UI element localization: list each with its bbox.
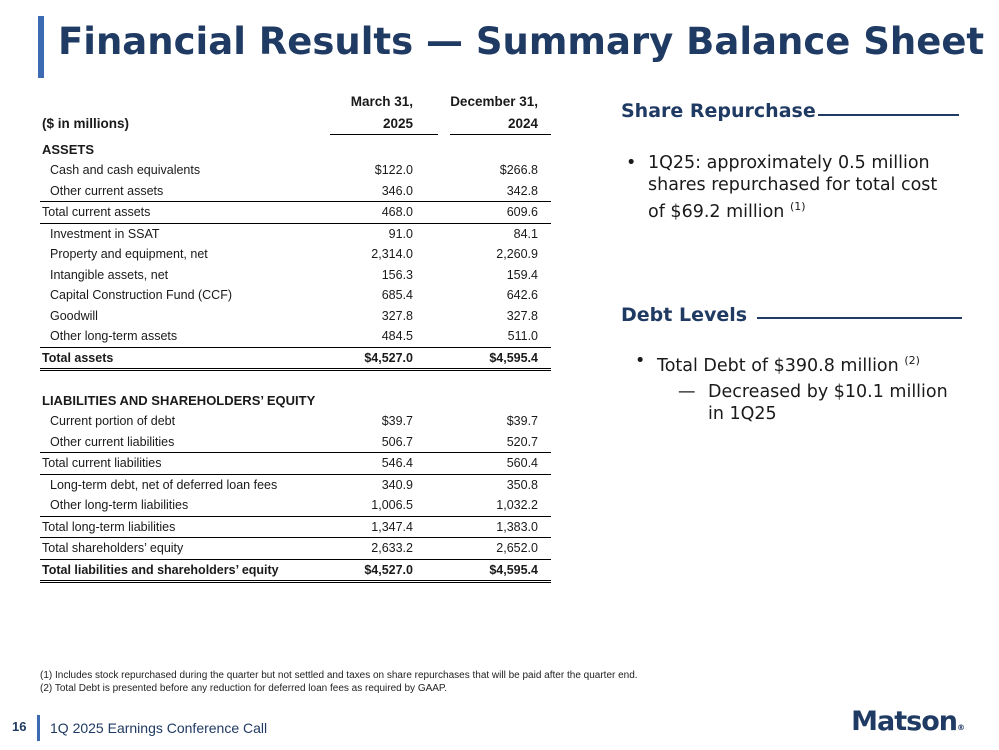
share-repurchase-rule <box>818 114 959 116</box>
page-title: Financial Results — Summary Balance Sheet <box>58 20 985 63</box>
row-label: Other current liabilities <box>50 434 175 449</box>
table-row-total <box>40 348 551 372</box>
section-spacer <box>40 371 551 389</box>
table-row <box>40 285 551 306</box>
table-row <box>40 432 551 454</box>
row-value-2025: 506.7 <box>381 434 413 449</box>
row-label: Total current assets <box>42 205 151 219</box>
row-value-2025: 2,633.2 <box>371 541 413 555</box>
footnotes <box>40 669 638 695</box>
table-row <box>40 326 551 348</box>
row-label: Other long-term assets <box>50 329 178 343</box>
row-value-2024: $39.7 <box>506 414 538 428</box>
row-value-2024: 84.1 <box>513 226 538 241</box>
row-value-2025: 546.4 <box>381 456 413 470</box>
row-value-2024: 609.6 <box>506 205 538 219</box>
table-row <box>40 475 551 496</box>
row-value-2024: 1,383.0 <box>496 519 538 534</box>
col1-header-line2: 2025 <box>382 116 413 131</box>
row-label: Total assets <box>42 350 114 365</box>
footnote-ref-2: (2) <box>904 354 920 367</box>
table-row <box>40 224 551 245</box>
row-value-2025: 1,006.5 <box>371 498 413 512</box>
bullet-dot-icon: • <box>635 351 646 371</box>
row-value-2024: $4,595.4 <box>489 350 538 365</box>
row-label: Total shareholders’ equity <box>42 541 184 555</box>
footnote-1: (1) Includes stock repurchased during the quarter but not settled and taxes on share repurchases that will be paid after the quarter end. <box>40 670 638 681</box>
col2-header-line2: 2024 <box>507 116 538 131</box>
row-value-2025: 468.0 <box>381 205 413 219</box>
table-row <box>40 244 551 265</box>
row-value-2024: 342.8 <box>506 183 538 198</box>
row-label: Investment in SSAT <box>50 226 160 241</box>
footnote-ref-1: (1) <box>789 200 806 213</box>
bullet-dot-icon: • <box>626 153 637 173</box>
table-row <box>40 453 551 475</box>
row-value-2025: $4,527.0 <box>364 350 413 365</box>
row-value-2024: 2,652.0 <box>496 541 538 555</box>
table-row-total <box>40 560 551 584</box>
balance-sheet-table <box>40 94 551 583</box>
row-label: Total current liabilities <box>42 456 162 470</box>
row-label: Property and equipment, net <box>50 247 208 261</box>
page-number: 16 <box>12 719 27 734</box>
row-value-2024: $4,595.4 <box>489 562 538 577</box>
footer-divider <box>37 715 40 741</box>
row-value-2025: $4,527.0 <box>364 562 413 577</box>
row-label: Total liabilities and shareholders’ equity <box>42 562 279 577</box>
debt-levels-sub-text: Decreased by $10.1 million in 1Q25 <box>708 382 948 424</box>
debt-levels-sub-bullet <box>678 381 958 425</box>
row-value-2025: 685.4 <box>381 288 413 302</box>
share-repurchase-text: 1Q25: approximately 0.5 million shares repurchased for total cost of $69.2 million <box>648 153 938 222</box>
footnote-2: (2) Total Debt is presented before any reduction for deferred loan fees as required by GAAP. <box>40 683 448 694</box>
row-value-2024: 511.0 <box>507 329 538 343</box>
debt-levels-rule <box>757 317 962 319</box>
row-value-2025: 484.5 <box>381 329 413 343</box>
col1-header-line1: March 31, <box>350 94 413 109</box>
assets-heading-text: ASSETS <box>42 142 95 157</box>
row-value-2025: 156.3 <box>381 267 413 282</box>
row-value-2024: 1,032.2 <box>496 498 538 512</box>
row-label: Other long-term liabilities <box>50 498 189 512</box>
table-row <box>40 160 551 181</box>
row-label: Long-term debt, net of deferred loan fees <box>50 477 278 492</box>
units-label: ($ in millions) <box>42 116 130 131</box>
table-row <box>40 306 551 327</box>
row-value-2024: 327.8 <box>506 308 538 323</box>
row-value-2025: 1,347.4 <box>371 519 413 534</box>
matson-logo <box>851 706 965 737</box>
logo-registered-mark: ® <box>957 723 965 732</box>
table-row <box>40 411 551 432</box>
row-value-2025: 2,314.0 <box>371 247 413 261</box>
row-value-2025: 327.8 <box>381 308 413 323</box>
debt-levels-bullet <box>635 350 957 377</box>
footer-text: 1Q 2025 Earnings Conference Call <box>50 720 268 736</box>
assets-heading <box>40 138 551 160</box>
title-accent-bar <box>38 16 44 78</box>
col1-header-rule <box>330 134 438 135</box>
row-value-2024: 560.4 <box>506 456 538 470</box>
logo-text: Matson <box>851 706 957 737</box>
row-label: Capital Construction Fund (CCF) <box>50 288 233 302</box>
row-value-2024: 159.4 <box>506 267 538 282</box>
table-row <box>40 265 551 286</box>
row-label: Intangible assets, net <box>50 267 169 282</box>
table-row <box>40 181 551 203</box>
liabilities-heading-text: LIABILITIES AND SHAREHOLDERS’ EQUITY <box>42 393 316 408</box>
share-repurchase-bullet <box>626 152 948 223</box>
row-label: Total long-term liabilities <box>42 519 176 534</box>
row-value-2024: 642.6 <box>506 288 538 302</box>
row-value-2024: $266.8 <box>499 163 538 177</box>
row-value-2025: $39.7 <box>381 414 413 428</box>
col2-header-line1: December 31, <box>450 94 538 109</box>
row-value-2024: 2,260.9 <box>496 247 538 261</box>
table-row <box>40 202 551 224</box>
row-label: Other current assets <box>50 183 164 198</box>
row-label: Goodwill <box>50 308 98 323</box>
table-header <box>40 94 551 138</box>
table-row <box>40 538 551 560</box>
row-value-2025: 91.0 <box>388 226 413 241</box>
table-row <box>40 495 551 517</box>
dash-bullet-icon: — <box>678 382 696 402</box>
col2-header-rule <box>450 134 551 135</box>
row-label: Current portion of debt <box>50 414 176 428</box>
liabilities-heading <box>40 389 551 411</box>
row-value-2025: 346.0 <box>381 183 413 198</box>
share-repurchase-heading: Share Repurchase <box>621 100 816 122</box>
row-value-2024: 520.7 <box>506 434 538 449</box>
debt-levels-text: Total Debt of $390.8 million <box>657 355 899 376</box>
row-value-2025: 340.9 <box>381 477 413 492</box>
debt-levels-heading: Debt Levels <box>621 304 748 326</box>
row-label: Cash and cash equivalents <box>50 163 201 177</box>
row-value-2025: $122.0 <box>374 163 413 177</box>
row-value-2024: 350.8 <box>506 477 538 492</box>
table-row <box>40 517 551 539</box>
